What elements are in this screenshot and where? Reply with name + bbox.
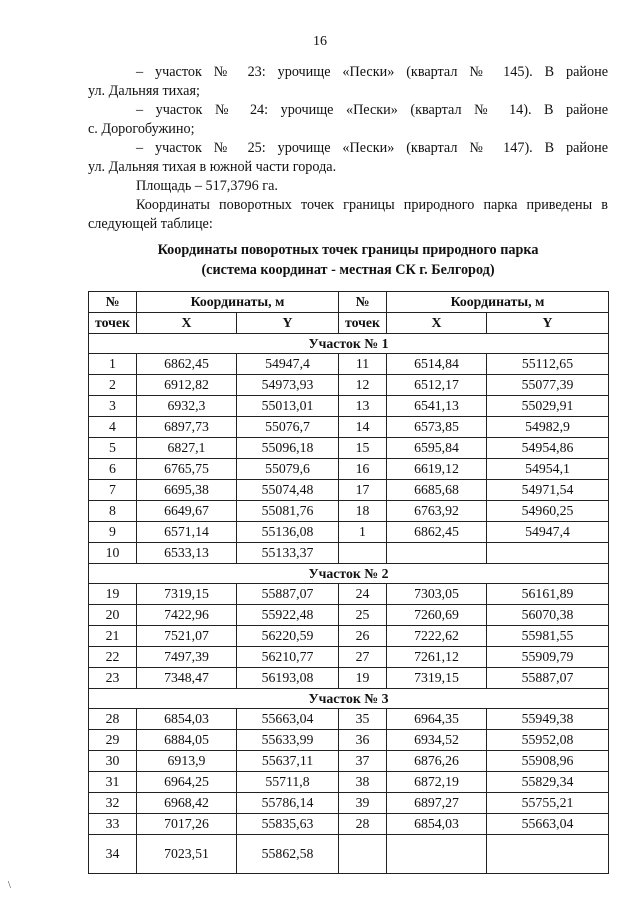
table-row	[89, 772, 609, 793]
coord-y-cell: 55663,04	[237, 709, 339, 730]
point-no-cell: 23	[89, 668, 137, 689]
point-no-cell: 3	[89, 396, 137, 417]
list-item-24: – участок № 24: урочище «Пески» (квартал № 14). В районе	[136, 102, 608, 118]
coord-x-cell: 6571,14	[137, 522, 237, 543]
point-no-cell: 5	[89, 438, 137, 459]
coord-x-cell: 7017,26	[137, 814, 237, 835]
point-no-cell	[339, 543, 387, 564]
table-row	[89, 605, 609, 626]
table-row	[89, 814, 609, 835]
header-coords: Координаты, м	[387, 292, 609, 313]
point-no-cell: 16	[339, 459, 387, 480]
coord-x-cell: 6872,19	[387, 772, 487, 793]
coord-x-cell: 6968,42	[137, 793, 237, 814]
coord-y-cell: 55952,08	[487, 730, 609, 751]
table-row	[89, 668, 609, 689]
point-no-cell: 35	[339, 709, 387, 730]
section-row	[89, 334, 609, 354]
coord-y-cell: 54947,4	[487, 522, 609, 543]
point-no-cell: 6	[89, 459, 137, 480]
point-no-cell: 1	[339, 522, 387, 543]
point-no-cell: 12	[339, 375, 387, 396]
coord-y-cell: 55076,7	[237, 417, 339, 438]
coordinates-table	[88, 291, 609, 874]
coord-y-cell: 54954,1	[487, 459, 609, 480]
table-row	[89, 647, 609, 668]
header-points: точек	[339, 313, 387, 334]
coord-y-cell: 55096,18	[237, 438, 339, 459]
coord-y-cell: 56193,08	[237, 668, 339, 689]
point-no-cell: 19	[339, 668, 387, 689]
coord-x-cell: 7422,96	[137, 605, 237, 626]
coord-y-cell: 55862,58	[237, 835, 339, 874]
coord-y-cell: 55079,6	[237, 459, 339, 480]
table-row	[89, 438, 609, 459]
coord-x-cell: 6512,17	[387, 375, 487, 396]
table-row	[89, 709, 609, 730]
coord-y-cell: 55908,96	[487, 751, 609, 772]
coord-y-cell: 55909,79	[487, 647, 609, 668]
list-item-23-continuation: ул. Дальняя тихая;	[88, 83, 200, 99]
coord-y-cell: 56161,89	[487, 584, 609, 605]
coord-x-cell: 6862,45	[137, 354, 237, 375]
coord-x-cell: 7348,47	[137, 668, 237, 689]
coord-y-cell	[487, 543, 609, 564]
coord-x-cell: 6897,27	[387, 793, 487, 814]
point-no-cell: 17	[339, 480, 387, 501]
coord-x-cell: 6649,67	[137, 501, 237, 522]
coord-x-cell: 7261,12	[387, 647, 487, 668]
header-no: №	[89, 292, 137, 313]
coord-y-cell: 54982,9	[487, 417, 609, 438]
coord-x-cell: 7521,07	[137, 626, 237, 647]
table-row	[89, 396, 609, 417]
point-no-cell: 32	[89, 793, 137, 814]
point-no-cell: 26	[339, 626, 387, 647]
table-row	[89, 543, 609, 564]
coord-y-cell: 54973,93	[237, 375, 339, 396]
table-row	[89, 751, 609, 772]
coord-x-cell: 7319,15	[387, 668, 487, 689]
coord-x-cell: 7319,15	[137, 584, 237, 605]
header-x: X	[137, 313, 237, 334]
coord-x-cell: 7497,39	[137, 647, 237, 668]
table-title-line2: (система координат - местная СК г. Белгород)	[201, 262, 495, 278]
coord-x-cell: 6685,68	[387, 480, 487, 501]
point-no-cell: 28	[339, 814, 387, 835]
coord-x-cell: 6619,12	[387, 459, 487, 480]
list-item-23: – участок № 23: урочище «Пески» (квартал № 145). В районе	[136, 64, 608, 80]
coord-x-cell	[387, 543, 487, 564]
table-row	[89, 522, 609, 543]
section-title: Участок № 1	[89, 334, 609, 354]
coord-x-cell: 6876,26	[387, 751, 487, 772]
coord-y-cell: 55081,76	[237, 501, 339, 522]
list-item-24-continuation: с. Дорогобужино;	[88, 121, 195, 137]
coord-x-cell: 6541,13	[387, 396, 487, 417]
coord-x-cell: 6862,45	[387, 522, 487, 543]
point-no-cell: 15	[339, 438, 387, 459]
coord-y-cell	[487, 835, 609, 874]
coord-y-cell: 55786,14	[237, 793, 339, 814]
list-item-25-continuation: ул. Дальняя тихая в южной части города.	[88, 159, 337, 175]
coord-x-cell: 6765,75	[137, 459, 237, 480]
coord-x-cell: 6573,85	[387, 417, 487, 438]
header-coords: Координаты, м	[137, 292, 339, 313]
coord-y-cell: 55112,65	[487, 354, 609, 375]
table-title-line1: Координаты поворотных точек границы природного парка	[157, 242, 539, 258]
list-item-25: – участок № 25: урочище «Пески» (квартал № 147). В районе	[136, 140, 608, 156]
point-no-cell: 11	[339, 354, 387, 375]
point-no-cell: 31	[89, 772, 137, 793]
point-no-cell: 36	[339, 730, 387, 751]
table-row	[89, 626, 609, 647]
lead-paragraph-line2: следующей таблице:	[88, 216, 213, 232]
coord-y-cell: 55949,38	[487, 709, 609, 730]
coord-x-cell: 7023,51	[137, 835, 237, 874]
coord-y-cell: 55835,63	[237, 814, 339, 835]
coord-x-cell: 6932,3	[137, 396, 237, 417]
coord-y-cell: 56220,59	[237, 626, 339, 647]
coord-x-cell: 6884,05	[137, 730, 237, 751]
coord-y-cell: 56210,77	[237, 647, 339, 668]
point-no-cell: 30	[89, 751, 137, 772]
header-y: Y	[487, 313, 609, 334]
section-row	[89, 564, 609, 584]
table-title	[88, 240, 608, 280]
coord-x-cell: 6897,73	[137, 417, 237, 438]
coord-y-cell: 55755,21	[487, 793, 609, 814]
page-number: 16	[313, 34, 327, 49]
coord-y-cell: 55074,48	[237, 480, 339, 501]
point-no-cell: 19	[89, 584, 137, 605]
coord-y-cell: 56070,38	[487, 605, 609, 626]
point-no-cell: 1	[89, 354, 137, 375]
coord-y-cell: 54960,25	[487, 501, 609, 522]
table-row	[89, 480, 609, 501]
point-no-cell: 25	[339, 605, 387, 626]
coord-y-cell: 55887,07	[237, 584, 339, 605]
area-text: Площадь – 517,3796 га.	[136, 178, 278, 194]
coord-y-cell: 55029,91	[487, 396, 609, 417]
header-points: точек	[89, 313, 137, 334]
section-title: Участок № 3	[89, 689, 609, 709]
coord-x-cell: 6934,52	[387, 730, 487, 751]
coord-x-cell: 6827,1	[137, 438, 237, 459]
table-row	[89, 835, 609, 874]
point-no-cell: 24	[339, 584, 387, 605]
table-row	[89, 501, 609, 522]
coord-x-cell: 6533,13	[137, 543, 237, 564]
coord-y-cell: 55136,08	[237, 522, 339, 543]
coord-y-cell: 55633,99	[237, 730, 339, 751]
coord-y-cell: 55887,07	[487, 668, 609, 689]
coord-y-cell: 55077,39	[487, 375, 609, 396]
coord-x-cell: 6964,25	[137, 772, 237, 793]
coord-y-cell: 54947,4	[237, 354, 339, 375]
coord-y-cell: 55981,55	[487, 626, 609, 647]
coord-y-cell: 55829,34	[487, 772, 609, 793]
table-body	[89, 334, 609, 874]
coord-x-cell	[387, 835, 487, 874]
coord-x-cell: 7303,05	[387, 584, 487, 605]
table-row	[89, 354, 609, 375]
point-no-cell: 13	[339, 396, 387, 417]
coord-x-cell: 6964,35	[387, 709, 487, 730]
point-no-cell: 21	[89, 626, 137, 647]
coord-y-cell: 55922,48	[237, 605, 339, 626]
point-no-cell: 20	[89, 605, 137, 626]
point-no-cell: 28	[89, 709, 137, 730]
coord-x-cell: 7260,69	[387, 605, 487, 626]
table-row	[89, 459, 609, 480]
coord-y-cell: 54954,86	[487, 438, 609, 459]
header-x: X	[387, 313, 487, 334]
point-no-cell: 27	[339, 647, 387, 668]
coord-y-cell: 55133,37	[237, 543, 339, 564]
coord-x-cell: 6913,9	[137, 751, 237, 772]
point-no-cell: 29	[89, 730, 137, 751]
coord-y-cell: 54971,54	[487, 480, 609, 501]
table-row	[89, 584, 609, 605]
plot-list	[88, 63, 608, 234]
section-row	[89, 689, 609, 709]
coord-x-cell: 6854,03	[137, 709, 237, 730]
coord-x-cell: 6854,03	[387, 814, 487, 835]
header-no: №	[339, 292, 387, 313]
point-no-cell: 22	[89, 647, 137, 668]
coord-y-cell: 55013,01	[237, 396, 339, 417]
coord-y-cell: 55711,8	[237, 772, 339, 793]
point-no-cell: 38	[339, 772, 387, 793]
point-no-cell: 4	[89, 417, 137, 438]
point-no-cell: 33	[89, 814, 137, 835]
point-no-cell	[339, 835, 387, 874]
corner-mark: \	[8, 880, 11, 891]
table-row	[89, 793, 609, 814]
point-no-cell: 18	[339, 501, 387, 522]
table-row	[89, 375, 609, 396]
section-title: Участок № 2	[89, 564, 609, 584]
point-no-cell: 37	[339, 751, 387, 772]
coord-x-cell: 6763,92	[387, 501, 487, 522]
point-no-cell: 34	[89, 835, 137, 874]
table-row	[89, 730, 609, 751]
coord-y-cell: 55663,04	[487, 814, 609, 835]
coord-x-cell: 6595,84	[387, 438, 487, 459]
coord-y-cell: 55637,11	[237, 751, 339, 772]
point-no-cell: 39	[339, 793, 387, 814]
point-no-cell: 9	[89, 522, 137, 543]
coord-x-cell: 6514,84	[387, 354, 487, 375]
coord-x-cell: 6695,38	[137, 480, 237, 501]
point-no-cell: 8	[89, 501, 137, 522]
coord-x-cell: 6912,82	[137, 375, 237, 396]
point-no-cell: 10	[89, 543, 137, 564]
point-no-cell: 2	[89, 375, 137, 396]
point-no-cell: 7	[89, 480, 137, 501]
coord-x-cell: 7222,62	[387, 626, 487, 647]
lead-paragraph-line1: Координаты поворотных точек границы природного парка приведены в	[136, 197, 608, 213]
point-no-cell: 14	[339, 417, 387, 438]
table-row	[89, 417, 609, 438]
header-y: Y	[237, 313, 339, 334]
